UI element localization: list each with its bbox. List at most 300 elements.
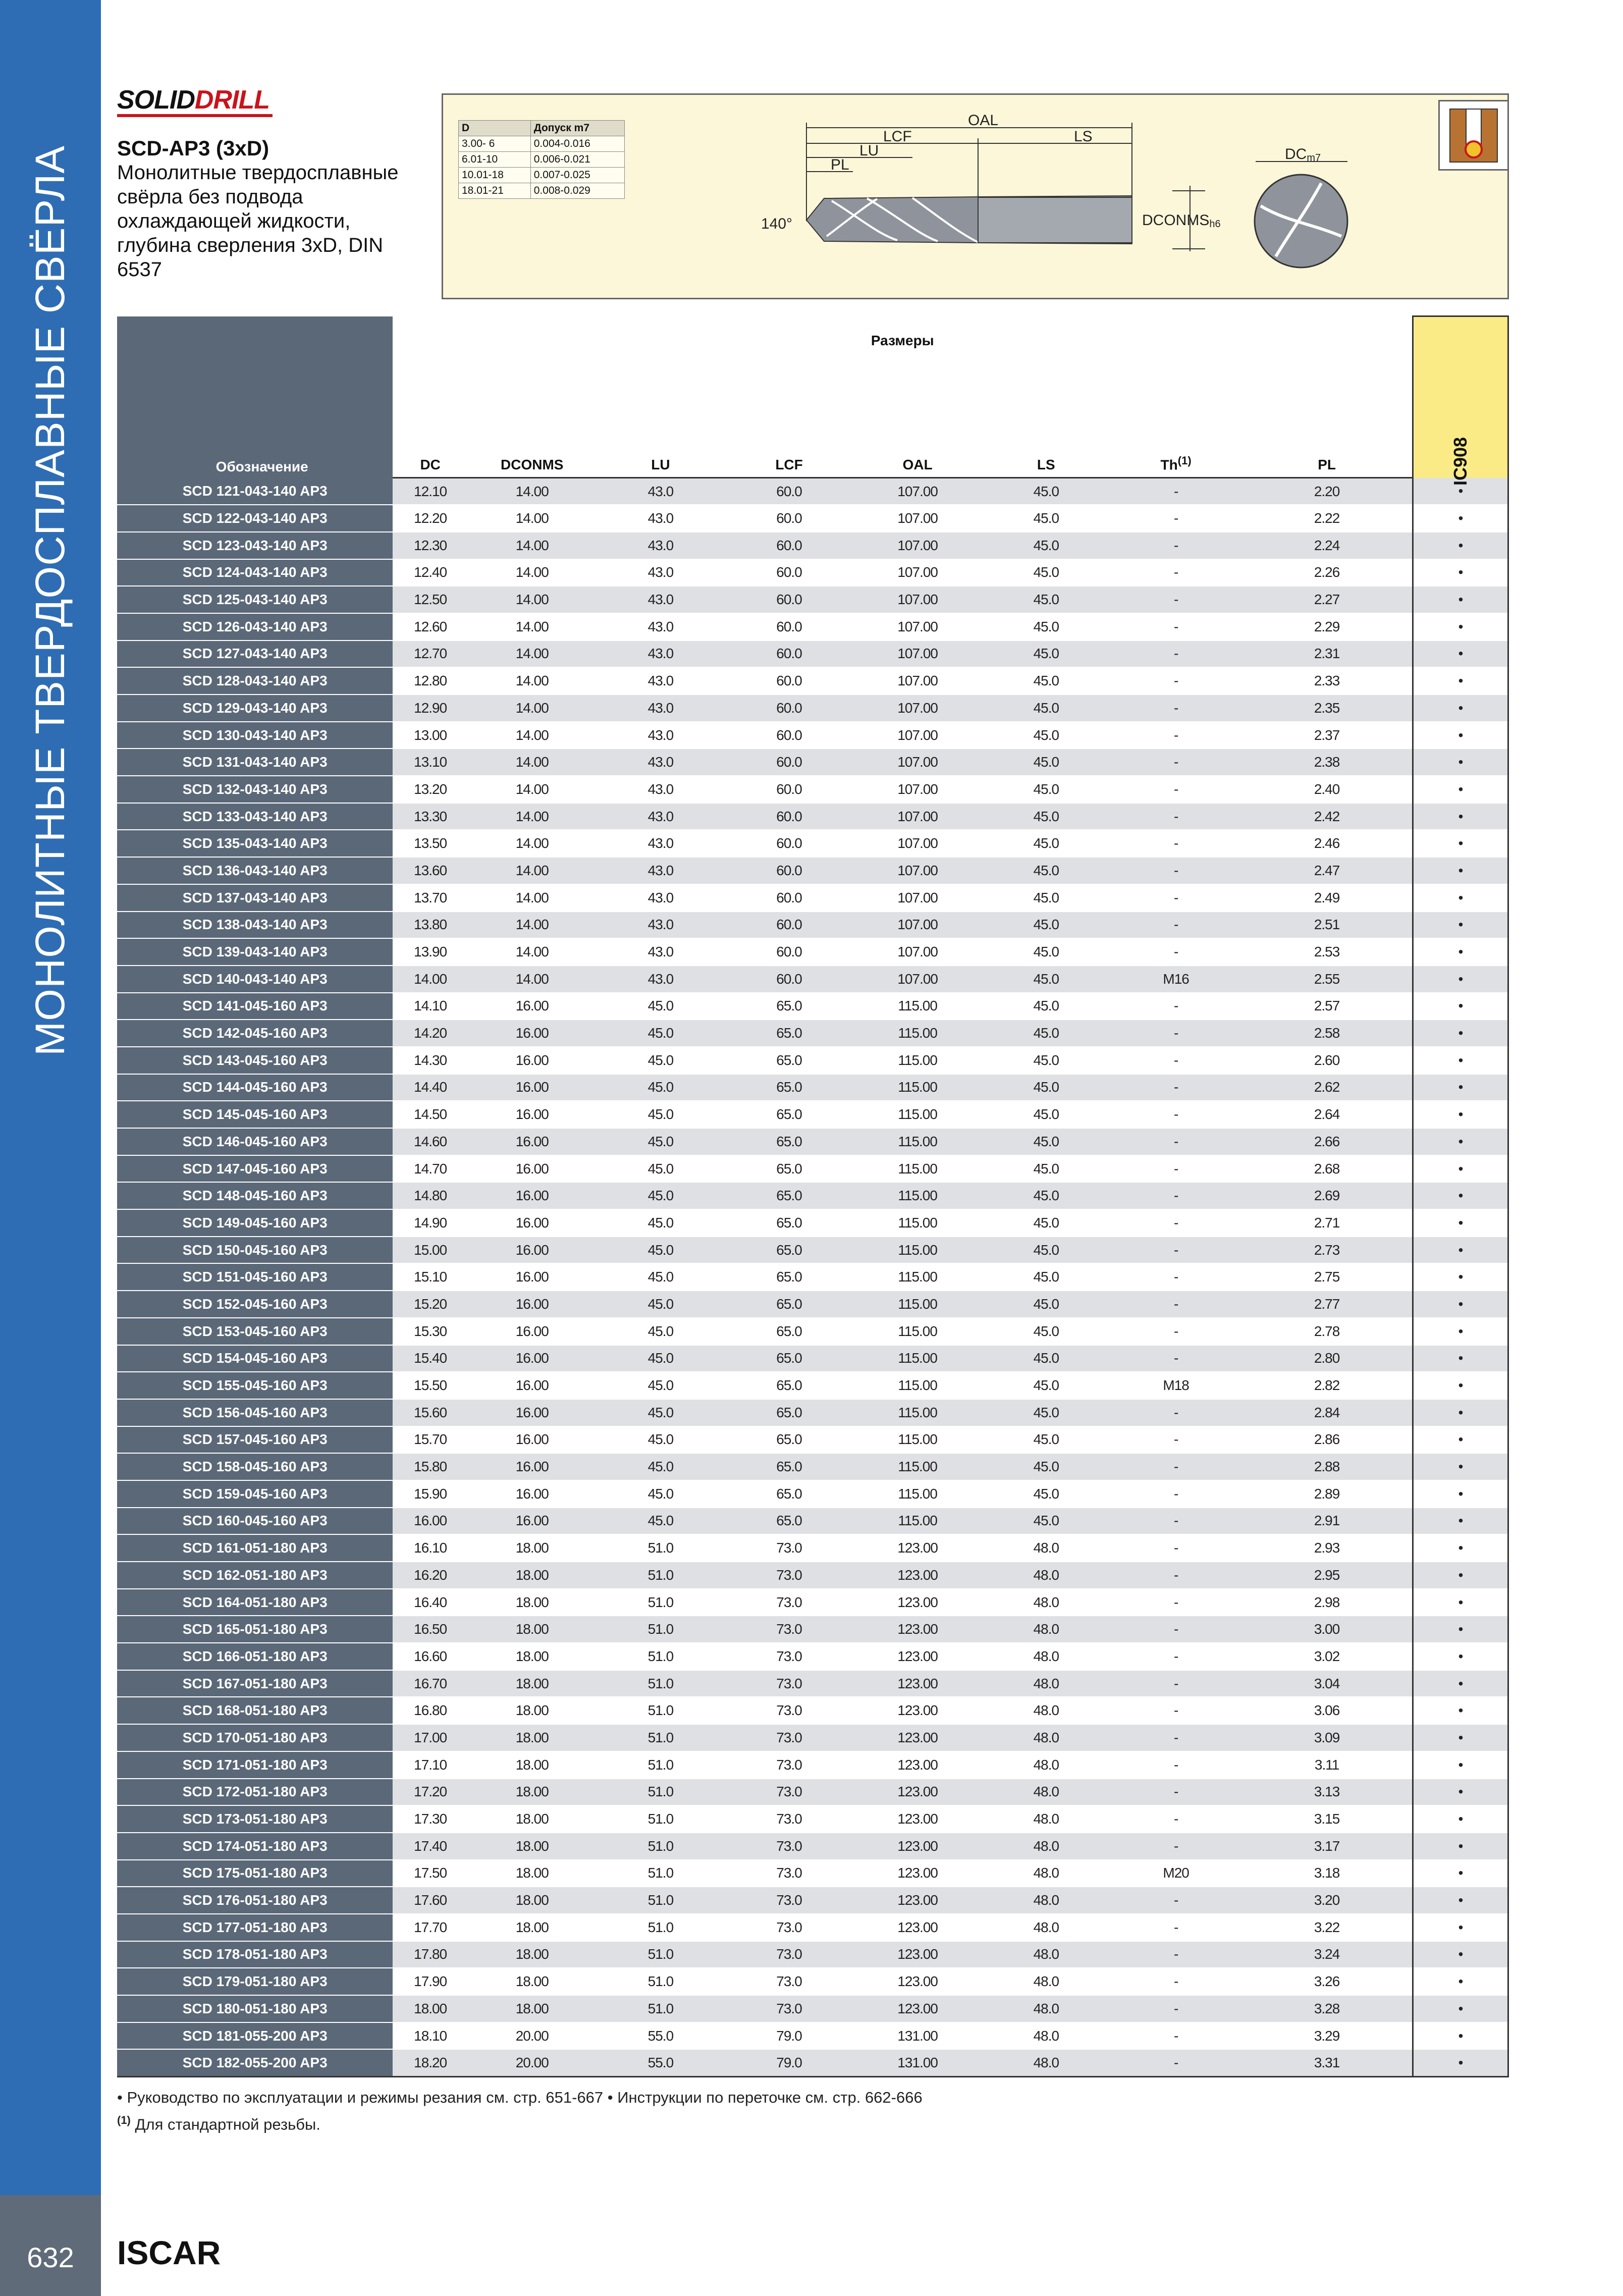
cell-lcf: 65.0 <box>725 1372 853 1399</box>
table-row <box>117 1155 1508 1183</box>
cell-lcf: 60.0 <box>725 667 853 695</box>
table-row <box>117 1833 1508 1860</box>
cell-lcf: 60.0 <box>725 613 853 640</box>
cell-dc: 13.50 <box>393 830 468 857</box>
cell-dconms: 14.00 <box>468 884 597 912</box>
cell-dc: 12.40 <box>393 559 468 586</box>
cell-dconms: 14.00 <box>468 532 597 559</box>
cell-dconms: 18.00 <box>468 1589 597 1616</box>
cell-ls: 45.0 <box>982 1480 1111 1508</box>
cell-pl: 2.75 <box>1241 1263 1413 1291</box>
cell-lcf: 60.0 <box>725 749 853 776</box>
cell-dconms: 18.00 <box>468 1779 597 1806</box>
cell-pl: 2.71 <box>1241 1209 1413 1237</box>
table-row <box>117 884 1508 912</box>
table-row <box>117 912 1508 939</box>
cell-dconms: 16.00 <box>468 1101 597 1128</box>
cell-th: - <box>1110 1805 1241 1833</box>
cell-lcf: 65.0 <box>725 1074 853 1101</box>
cell-ls: 45.0 <box>982 667 1111 695</box>
cell-oal: 115.00 <box>853 1020 982 1047</box>
cell-oal: 115.00 <box>853 1128 982 1155</box>
cell-ls: 48.0 <box>982 1724 1111 1751</box>
cell-ic908: • <box>1413 966 1508 993</box>
cell-lu: 45.0 <box>597 1101 725 1128</box>
cell-dconms: 20.00 <box>468 2022 597 2050</box>
brand-footer: ISCAR <box>117 2234 221 2271</box>
cell-ls: 48.0 <box>982 1670 1111 1697</box>
cell-dc: 14.90 <box>393 1209 468 1237</box>
cell-lcf: 60.0 <box>725 640 853 668</box>
table-row <box>117 1643 1508 1670</box>
cell-lu: 43.0 <box>597 722 725 749</box>
table-row <box>117 505 1508 532</box>
table-row <box>117 749 1508 776</box>
cell-designation: SCD 154-045-160 AP3 <box>117 1345 393 1372</box>
cell-pl: 2.55 <box>1241 966 1413 993</box>
cell-lu: 51.0 <box>597 1751 725 1779</box>
cell-dc: 15.50 <box>393 1372 468 1399</box>
cell-ic908: • <box>1413 1751 1508 1779</box>
cell-designation: SCD 125-043-140 AP3 <box>117 586 393 613</box>
cell-designation: SCD 179-051-180 AP3 <box>117 1968 393 1995</box>
cell-lu: 43.0 <box>597 749 725 776</box>
cell-lu: 43.0 <box>597 803 725 830</box>
cell-dconms: 18.00 <box>468 1751 597 1779</box>
cell-dconms: 14.00 <box>468 830 597 857</box>
cell-oal: 123.00 <box>853 1941 982 1968</box>
cell-dc: 12.20 <box>393 505 468 532</box>
cell-designation: SCD 157-045-160 AP3 <box>117 1426 393 1454</box>
table-row <box>117 1914 1508 1941</box>
cell-th: - <box>1110 1697 1241 1724</box>
cell-dconms: 16.00 <box>468 1426 597 1454</box>
cell-lu: 45.0 <box>597 1345 725 1372</box>
cell-ls: 48.0 <box>982 1914 1111 1941</box>
cell-ic908: • <box>1413 532 1508 559</box>
cell-designation: SCD 138-043-140 AP3 <box>117 912 393 939</box>
cell-lcf: 73.0 <box>725 1779 853 1806</box>
cell-ic908: • <box>1413 1182 1508 1209</box>
cell-ic908: • <box>1413 1128 1508 1155</box>
tolerance-cell: 0.008-0.029 <box>530 183 624 199</box>
footnote-guide: • Руководство по эксплуатации и режимы резания см. стр. 651-667 • Инструкции по переточке см. стр. 662-666 <box>117 2089 923 2106</box>
cell-lcf: 73.0 <box>725 1968 853 1995</box>
cell-designation: SCD 145-045-160 AP3 <box>117 1101 393 1128</box>
cell-ls: 45.0 <box>982 559 1111 586</box>
cell-ls: 45.0 <box>982 966 1111 993</box>
cell-dconms: 14.00 <box>468 586 597 613</box>
cell-dconms: 16.00 <box>468 1237 597 1264</box>
cell-lu: 51.0 <box>597 1697 725 1724</box>
cell-pl: 2.98 <box>1241 1589 1413 1616</box>
cell-lcf: 79.0 <box>725 2049 853 2076</box>
cell-ls: 48.0 <box>982 1779 1111 1806</box>
cell-dc: 14.60 <box>393 1128 468 1155</box>
table-row <box>117 966 1508 993</box>
cell-dconms: 18.00 <box>468 1860 597 1887</box>
cell-dc: 12.90 <box>393 695 468 722</box>
cell-pl: 3.17 <box>1241 1833 1413 1860</box>
cell-th: M16 <box>1110 966 1241 993</box>
cell-dconms: 18.00 <box>468 1833 597 1860</box>
cell-ic908: • <box>1413 1508 1508 1535</box>
header-dc: DC <box>393 350 468 478</box>
cell-dc: 13.60 <box>393 857 468 884</box>
cell-dc: 15.20 <box>393 1291 468 1318</box>
cell-lu: 51.0 <box>597 1534 725 1562</box>
cell-th: - <box>1110 1399 1241 1426</box>
cell-designation: SCD 160-045-160 AP3 <box>117 1508 393 1535</box>
header-lu: LU <box>597 350 725 478</box>
cell-ic908: • <box>1413 1534 1508 1562</box>
cell-ls: 45.0 <box>982 830 1111 857</box>
cell-lu: 43.0 <box>597 559 725 586</box>
table-row <box>117 857 1508 884</box>
cell-ls: 48.0 <box>982 1941 1111 1968</box>
cell-lu: 51.0 <box>597 1779 725 1806</box>
cell-dc: 18.20 <box>393 2049 468 2076</box>
cell-th: - <box>1110 1941 1241 1968</box>
cell-lcf: 65.0 <box>725 1318 853 1345</box>
table-row <box>117 803 1508 830</box>
cell-dc: 17.20 <box>393 1779 468 1806</box>
cell-th: - <box>1110 1914 1241 1941</box>
table-row <box>117 776 1508 803</box>
cell-designation: SCD 127-043-140 AP3 <box>117 640 393 668</box>
cell-ls: 45.0 <box>982 1318 1111 1345</box>
cell-dc: 14.50 <box>393 1101 468 1128</box>
cell-ic908: • <box>1413 1995 1508 2022</box>
cell-pl: 2.42 <box>1241 803 1413 830</box>
tolerance-cell: 3.00- 6 <box>459 136 531 152</box>
cell-lcf: 60.0 <box>725 912 853 939</box>
cell-oal: 115.00 <box>853 1372 982 1399</box>
cell-lcf: 73.0 <box>725 1914 853 1941</box>
cell-designation: SCD 121-043-140 AP3 <box>117 478 393 505</box>
header-oal: OAL <box>853 350 982 478</box>
cell-oal: 107.00 <box>853 803 982 830</box>
cell-dc: 13.70 <box>393 884 468 912</box>
cell-ls: 48.0 <box>982 1805 1111 1833</box>
cell-lu: 51.0 <box>597 1805 725 1833</box>
cell-pl: 2.95 <box>1241 1562 1413 1589</box>
table-row <box>117 1480 1508 1508</box>
cell-dc: 17.00 <box>393 1724 468 1751</box>
cell-oal: 123.00 <box>853 1968 982 1995</box>
cell-ls: 48.0 <box>982 1643 1111 1670</box>
cell-dconms: 18.00 <box>468 1616 597 1643</box>
table-row <box>117 1074 1508 1101</box>
cell-th: - <box>1110 1128 1241 1155</box>
cell-designation: SCD 159-045-160 AP3 <box>117 1480 393 1508</box>
cell-pl: 2.66 <box>1241 1128 1413 1155</box>
cell-dc: 15.10 <box>393 1263 468 1291</box>
cell-oal: 123.00 <box>853 1751 982 1779</box>
table-row <box>117 1968 1508 1995</box>
cell-designation: SCD 136-043-140 AP3 <box>117 857 393 884</box>
cell-dc: 13.90 <box>393 938 468 966</box>
cell-th: - <box>1110 695 1241 722</box>
cell-lcf: 73.0 <box>725 1534 853 1562</box>
cell-lcf: 65.0 <box>725 1047 853 1074</box>
cell-dc: 12.60 <box>393 613 468 640</box>
cell-ls: 45.0 <box>982 1237 1111 1264</box>
cell-th: - <box>1110 1779 1241 1806</box>
cell-oal: 123.00 <box>853 1616 982 1643</box>
cell-lcf: 73.0 <box>725 1860 853 1887</box>
cell-designation: SCD 165-051-180 AP3 <box>117 1616 393 1643</box>
cell-th: - <box>1110 667 1241 695</box>
product-title: SCD-AP3 (3xD) <box>117 136 269 160</box>
cell-dconms: 18.00 <box>468 1968 597 1995</box>
cell-ic908: • <box>1413 640 1508 668</box>
cell-oal: 115.00 <box>853 993 982 1020</box>
cell-pl: 2.35 <box>1241 695 1413 722</box>
cell-dc: 13.00 <box>393 722 468 749</box>
table-row <box>117 1453 1508 1480</box>
cell-th: - <box>1110 938 1241 966</box>
table-row <box>117 1318 1508 1345</box>
cell-th: - <box>1110 1724 1241 1751</box>
cell-lu: 45.0 <box>597 1128 725 1155</box>
cell-lcf: 65.0 <box>725 1209 853 1237</box>
cell-ls: 45.0 <box>982 1399 1111 1426</box>
cell-ic908: • <box>1413 1399 1508 1426</box>
cell-designation: SCD 147-045-160 AP3 <box>117 1155 393 1183</box>
cell-designation: SCD 151-045-160 AP3 <box>117 1263 393 1291</box>
cell-pl: 3.09 <box>1241 1724 1413 1751</box>
table-row <box>117 667 1508 695</box>
cell-pl: 3.18 <box>1241 1860 1413 1887</box>
cell-ic908: • <box>1413 586 1508 613</box>
cell-lu: 43.0 <box>597 966 725 993</box>
cell-dc: 13.80 <box>393 912 468 939</box>
table-row <box>117 1128 1508 1155</box>
cell-oal: 115.00 <box>853 1263 982 1291</box>
cell-ic908: • <box>1413 505 1508 532</box>
cell-dconms: 16.00 <box>468 1508 597 1535</box>
cell-th: - <box>1110 505 1241 532</box>
cell-designation: SCD 132-043-140 AP3 <box>117 776 393 803</box>
cell-lcf: 65.0 <box>725 993 853 1020</box>
cell-pl: 2.69 <box>1241 1182 1413 1209</box>
cell-th: - <box>1110 1616 1241 1643</box>
cell-lu: 43.0 <box>597 667 725 695</box>
cell-ic908: • <box>1413 1941 1508 1968</box>
cell-pl: 2.20 <box>1241 478 1413 505</box>
cell-designation: SCD 155-045-160 AP3 <box>117 1372 393 1399</box>
cell-oal: 107.00 <box>853 857 982 884</box>
cell-ic908: • <box>1413 695 1508 722</box>
cell-lcf: 73.0 <box>725 1589 853 1616</box>
cell-dc: 15.00 <box>393 1237 468 1264</box>
cell-oal: 123.00 <box>853 1697 982 1724</box>
cell-th: - <box>1110 1453 1241 1480</box>
cell-lu: 45.0 <box>597 1318 725 1345</box>
cell-th: - <box>1110 1968 1241 1995</box>
cell-pl: 2.37 <box>1241 722 1413 749</box>
cell-designation: SCD 140-043-140 AP3 <box>117 966 393 993</box>
cell-dconms: 14.00 <box>468 695 597 722</box>
cell-dc: 16.80 <box>393 1697 468 1724</box>
cell-ic908: • <box>1413 1155 1508 1183</box>
cell-th: - <box>1110 993 1241 1020</box>
cell-dconms: 16.00 <box>468 1480 597 1508</box>
cell-oal: 123.00 <box>853 1670 982 1697</box>
cell-oal: 115.00 <box>853 1399 982 1426</box>
cell-designation: SCD 167-051-180 AP3 <box>117 1670 393 1697</box>
cell-lcf: 60.0 <box>725 830 853 857</box>
cell-ls: 45.0 <box>982 1508 1111 1535</box>
cell-lu: 55.0 <box>597 2022 725 2050</box>
cell-dc: 18.10 <box>393 2022 468 2050</box>
cell-oal: 123.00 <box>853 1562 982 1589</box>
cell-th: M18 <box>1110 1372 1241 1399</box>
cell-dc: 13.10 <box>393 749 468 776</box>
label-ls: LS <box>1074 128 1093 145</box>
cell-th: - <box>1110 1182 1241 1209</box>
cell-lcf: 73.0 <box>725 1724 853 1751</box>
cell-lcf: 73.0 <box>725 1562 853 1589</box>
cell-ls: 45.0 <box>982 505 1111 532</box>
cell-dconms: 16.00 <box>468 1209 597 1237</box>
cell-pl: 2.26 <box>1241 559 1413 586</box>
cell-dconms: 18.00 <box>468 1995 597 2022</box>
cell-designation: SCD 168-051-180 AP3 <box>117 1697 393 1724</box>
cell-ic908: • <box>1413 1914 1508 1941</box>
cell-th: - <box>1110 1101 1241 1128</box>
cell-lcf: 60.0 <box>725 559 853 586</box>
cell-lcf: 73.0 <box>725 1833 853 1860</box>
cell-pl: 2.53 <box>1241 938 1413 966</box>
cell-pl: 2.82 <box>1241 1372 1413 1399</box>
table-row <box>117 1860 1508 1887</box>
cell-oal: 123.00 <box>853 1995 982 2022</box>
cell-pl: 2.38 <box>1241 749 1413 776</box>
cell-designation: SCD 164-051-180 AP3 <box>117 1589 393 1616</box>
cell-oal: 123.00 <box>853 1833 982 1860</box>
cell-dc: 14.20 <box>393 1020 468 1047</box>
cell-ic908: • <box>1413 722 1508 749</box>
label-angle: 140° <box>761 216 793 232</box>
cell-th: - <box>1110 912 1241 939</box>
cell-lcf: 65.0 <box>725 1155 853 1183</box>
cell-oal: 123.00 <box>853 1534 982 1562</box>
cell-th: - <box>1110 1995 1241 2022</box>
table-row <box>117 1263 1508 1291</box>
cell-dc: 16.70 <box>393 1670 468 1697</box>
tolerance-cell: 6.01-10 <box>459 152 531 168</box>
cell-lu: 45.0 <box>597 1155 725 1183</box>
cell-dc: 12.70 <box>393 640 468 668</box>
table-row <box>117 1751 1508 1779</box>
cell-ic908: • <box>1413 993 1508 1020</box>
cell-oal: 115.00 <box>853 1237 982 1264</box>
table-row <box>117 1562 1508 1589</box>
table-row <box>117 993 1508 1020</box>
table-row <box>117 1291 1508 1318</box>
cell-th: M20 <box>1110 1860 1241 1887</box>
cell-ic908: • <box>1413 1562 1508 1589</box>
cell-dconms: 18.00 <box>468 1887 597 1914</box>
cell-ic908: • <box>1413 1779 1508 1806</box>
cell-designation: SCD 166-051-180 AP3 <box>117 1643 393 1670</box>
cell-designation: SCD 129-043-140 AP3 <box>117 695 393 722</box>
cell-lu: 45.0 <box>597 1047 725 1074</box>
cell-dc: 15.60 <box>393 1399 468 1426</box>
cell-th: - <box>1110 776 1241 803</box>
cell-lcf: 65.0 <box>725 1237 853 1264</box>
cell-lcf: 60.0 <box>725 857 853 884</box>
cell-lu: 43.0 <box>597 532 725 559</box>
cell-lcf: 79.0 <box>725 2022 853 2050</box>
cell-oal: 115.00 <box>853 1318 982 1345</box>
cell-dconms: 16.00 <box>468 1020 597 1047</box>
cell-lcf: 65.0 <box>725 1128 853 1155</box>
label-pl: PL <box>831 156 849 173</box>
cell-lcf: 60.0 <box>725 803 853 830</box>
cell-lu: 45.0 <box>597 1399 725 1426</box>
cell-th: - <box>1110 1263 1241 1291</box>
cell-th: - <box>1110 2049 1241 2076</box>
header-th: Th$^{(1)}$ <box>1110 350 1241 478</box>
cell-lu: 43.0 <box>597 776 725 803</box>
cell-dconms: 14.00 <box>468 803 597 830</box>
cell-lcf: 65.0 <box>725 1508 853 1535</box>
cell-pl: 3.11 <box>1241 1751 1413 1779</box>
cell-dconms: 20.00 <box>468 2049 597 2076</box>
cell-oal: 123.00 <box>853 1860 982 1887</box>
cell-ls: 45.0 <box>982 1020 1111 1047</box>
cell-lu: 51.0 <box>597 1670 725 1697</box>
cell-pl: 2.33 <box>1241 667 1413 695</box>
cell-pl: 2.47 <box>1241 857 1413 884</box>
cell-oal: 107.00 <box>853 695 982 722</box>
cell-dconms: 14.00 <box>468 749 597 776</box>
cell-designation: SCD 172-051-180 AP3 <box>117 1779 393 1806</box>
cell-ic908: • <box>1413 1209 1508 1237</box>
cell-oal: 107.00 <box>853 640 982 668</box>
cell-dc: 12.50 <box>393 586 468 613</box>
tolerance-header: D <box>459 121 531 136</box>
cell-designation: SCD 123-043-140 AP3 <box>117 532 393 559</box>
cell-dconms: 14.00 <box>468 505 597 532</box>
cell-dc: 14.30 <box>393 1047 468 1074</box>
cell-dc: 15.30 <box>393 1318 468 1345</box>
cell-dconms: 18.00 <box>468 1534 597 1562</box>
label-dc: DCm7 <box>1285 146 1321 164</box>
logo-part1: SOLID <box>117 85 195 115</box>
cell-ls: 48.0 <box>982 1697 1111 1724</box>
footnote-thread: $^{(1)}$ Для стандартной резьбы. <box>117 2114 320 2133</box>
cell-pl: 3.22 <box>1241 1914 1413 1941</box>
cell-dconms: 14.00 <box>468 912 597 939</box>
cell-ic908: • <box>1413 1318 1508 1345</box>
cell-th: - <box>1110 1751 1241 1779</box>
cell-th: - <box>1110 478 1241 505</box>
cell-lu: 51.0 <box>597 1724 725 1751</box>
cell-lu: 43.0 <box>597 857 725 884</box>
cell-dc: 17.40 <box>393 1833 468 1860</box>
cell-dconms: 16.00 <box>468 1182 597 1209</box>
cell-oal: 115.00 <box>853 1209 982 1237</box>
cell-pl: 3.28 <box>1241 1995 1413 2022</box>
cell-ls: 45.0 <box>982 993 1111 1020</box>
table-row <box>117 830 1508 857</box>
cell-ic908: • <box>1413 1697 1508 1724</box>
cell-ls: 45.0 <box>982 938 1111 966</box>
